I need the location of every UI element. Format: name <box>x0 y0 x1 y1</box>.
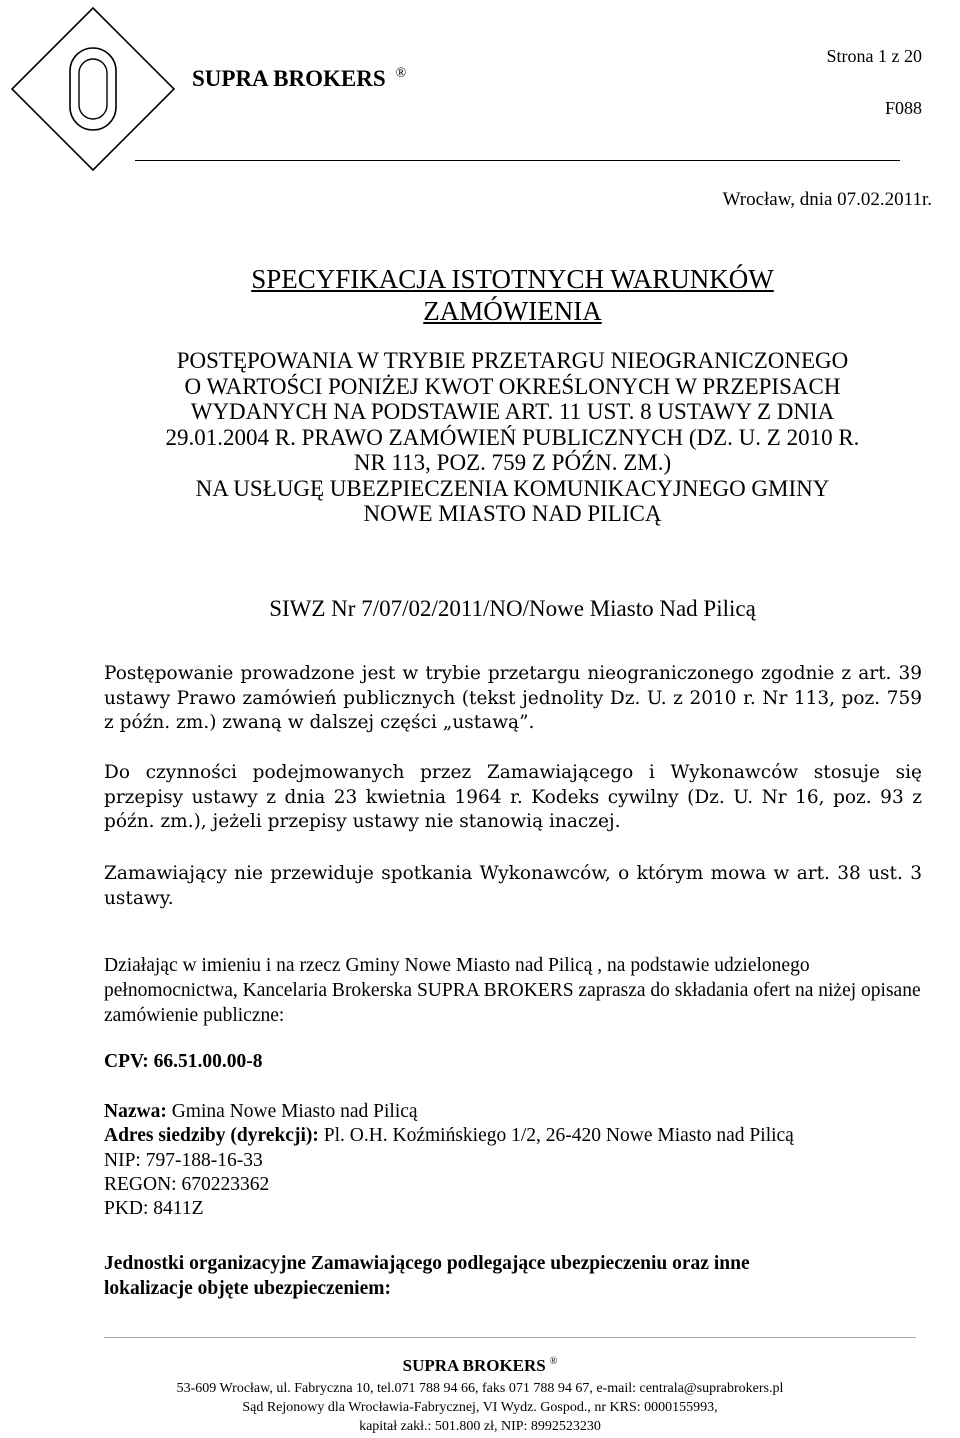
section-heading-line: lokalizacje objęte ubezpieczeniem: <box>104 1278 391 1299</box>
authority-regon: REGON: 670223362 <box>104 1174 270 1195</box>
subtitle-line: 29.01.2004 R. PRAWO ZAMÓWIEŃ PUBLICZNYCH (DZ. U. Z 2010 R. <box>165 424 860 450</box>
form-code: F088 <box>884 98 922 118</box>
authority-address <box>104 1124 794 1148</box>
section-heading-line: Jednostki organizacyjne Zamawiającego podlegające ubezpieczeniu oraz inne <box>104 1253 750 1274</box>
page-indicator: Strona 1 z 20 <box>826 46 922 66</box>
subtitle-line: WYDANYCH NA PODSTAWIE ART. 11 UST. 8 USTAWY Z DNIA <box>190 399 835 424</box>
footer-registered-mark: ® <box>549 1356 558 1368</box>
footer-brand: SUPRA BROKERS ® <box>402 1356 558 1375</box>
supra-brokers-logo <box>8 4 178 174</box>
siwz-number: SIWZ Nr 7/07/02/2011/NO/Nowe Miasto Nad Pilicą <box>269 596 756 621</box>
cpv-code: CPV: 66.51.00.00-8 <box>104 1051 263 1072</box>
paragraph-procedure: Postępowanie prowadzone jest w trybie przetargu nieograniczonego zgodnie z art. 39 ustawy Prawo zamówień publicznych (tekst jednolity Dz. U. z 2010 r. Nr 113, poz. 759 z późn. zm.) zwaną w dalszej części „ustawą”. <box>104 663 922 733</box>
paragraph-invitation: Działając w imieniu i na rzecz Gminy Nowe Miasto nad Pilicą , na podstawie udzielonego pełnomocnictwa, Kancelaria Brokerska SUPRA BROKERS zaprasza do składania ofert na niżej opisane zamówienie publiczne: <box>104 955 921 1026</box>
authority-name-value: Gmina Nowe Miasto nad Pilicą <box>166 1101 418 1122</box>
title-line: SPECYFIKACJA ISTOTNYCH WARUNKÓW <box>251 264 774 294</box>
authority-address-label: Adres siedziby (dyrekcji): <box>104 1125 319 1146</box>
subtitle-line: NR 113, POZ. 759 Z PÓŹN. ZM.) <box>353 450 672 475</box>
authority-address-value: Pl. O.H. Koźmińskiego 1/2, 26-420 Nowe Miasto nad Pilicą <box>318 1125 794 1146</box>
subtitle-line: NOWE MIASTO NAD PILICĄ <box>363 501 662 526</box>
authority-nip: NIP: 797-188-16-33 <box>104 1150 263 1171</box>
header-divider <box>135 160 900 161</box>
footer-capital: kapitał zakł.: 501.800 zł, NIP: 8992523230 <box>359 1419 601 1434</box>
authority-name <box>104 1100 418 1124</box>
footer-address: 53-609 Wrocław, ul. Fabryczna 10, tel.071 788 94 66, faks 071 788 94 67, e-mail: centrala@suprabrokers.pl <box>176 1381 784 1396</box>
subtitle-line: POSTĘPOWANIA W TRYBIE PRZETARGU NIEOGRANICZONEGO <box>176 348 849 373</box>
date-line: Wrocław, dnia 07.02.2011r. <box>722 189 932 210</box>
authority-name-label: Nazwa: <box>104 1101 167 1122</box>
footer-court-registration: Sąd Rejonowy dla Wrocławia-Fabrycznej, VI Wydz. Gospod., nr KRS: 0000155993, <box>242 1400 718 1415</box>
paragraph-meeting: Zamawiający nie przewiduje spotkania Wykonawców, o którym mowa w art. 38 ust. 3 ustawy. <box>104 863 922 909</box>
brand-name: SUPRA BROKERS ® <box>192 66 407 91</box>
footer-divider <box>104 1337 916 1338</box>
paragraph-civil-code: Do czynności podejmowanych przez Zamawiającego i Wykonawców stosuje się przepisy ustawy z dnia 23 kwietnia 1964 r. Kodeks cywilny (Dz. U. Nr 16, poz. 93 z późn. zm.), jeżeli przepisy ustawy nie stanowią inaczej. <box>104 762 922 832</box>
document-title <box>100 263 925 327</box>
subtitle-line: O WARTOŚCI PONIŻEJ KWOT OKREŚLONYCH W PRZEPISACH <box>184 373 841 399</box>
authority-pkd: PKD: 8411Z <box>104 1198 204 1219</box>
subtitle-line: NA USŁUGĘ UBEZPIECZENIA KOMUNIKACYJNEGO GMINY <box>195 475 830 501</box>
title-line: ZAMÓWIENIA <box>423 296 602 326</box>
procedure-subtitle <box>100 348 925 527</box>
registered-mark: ® <box>395 66 407 82</box>
